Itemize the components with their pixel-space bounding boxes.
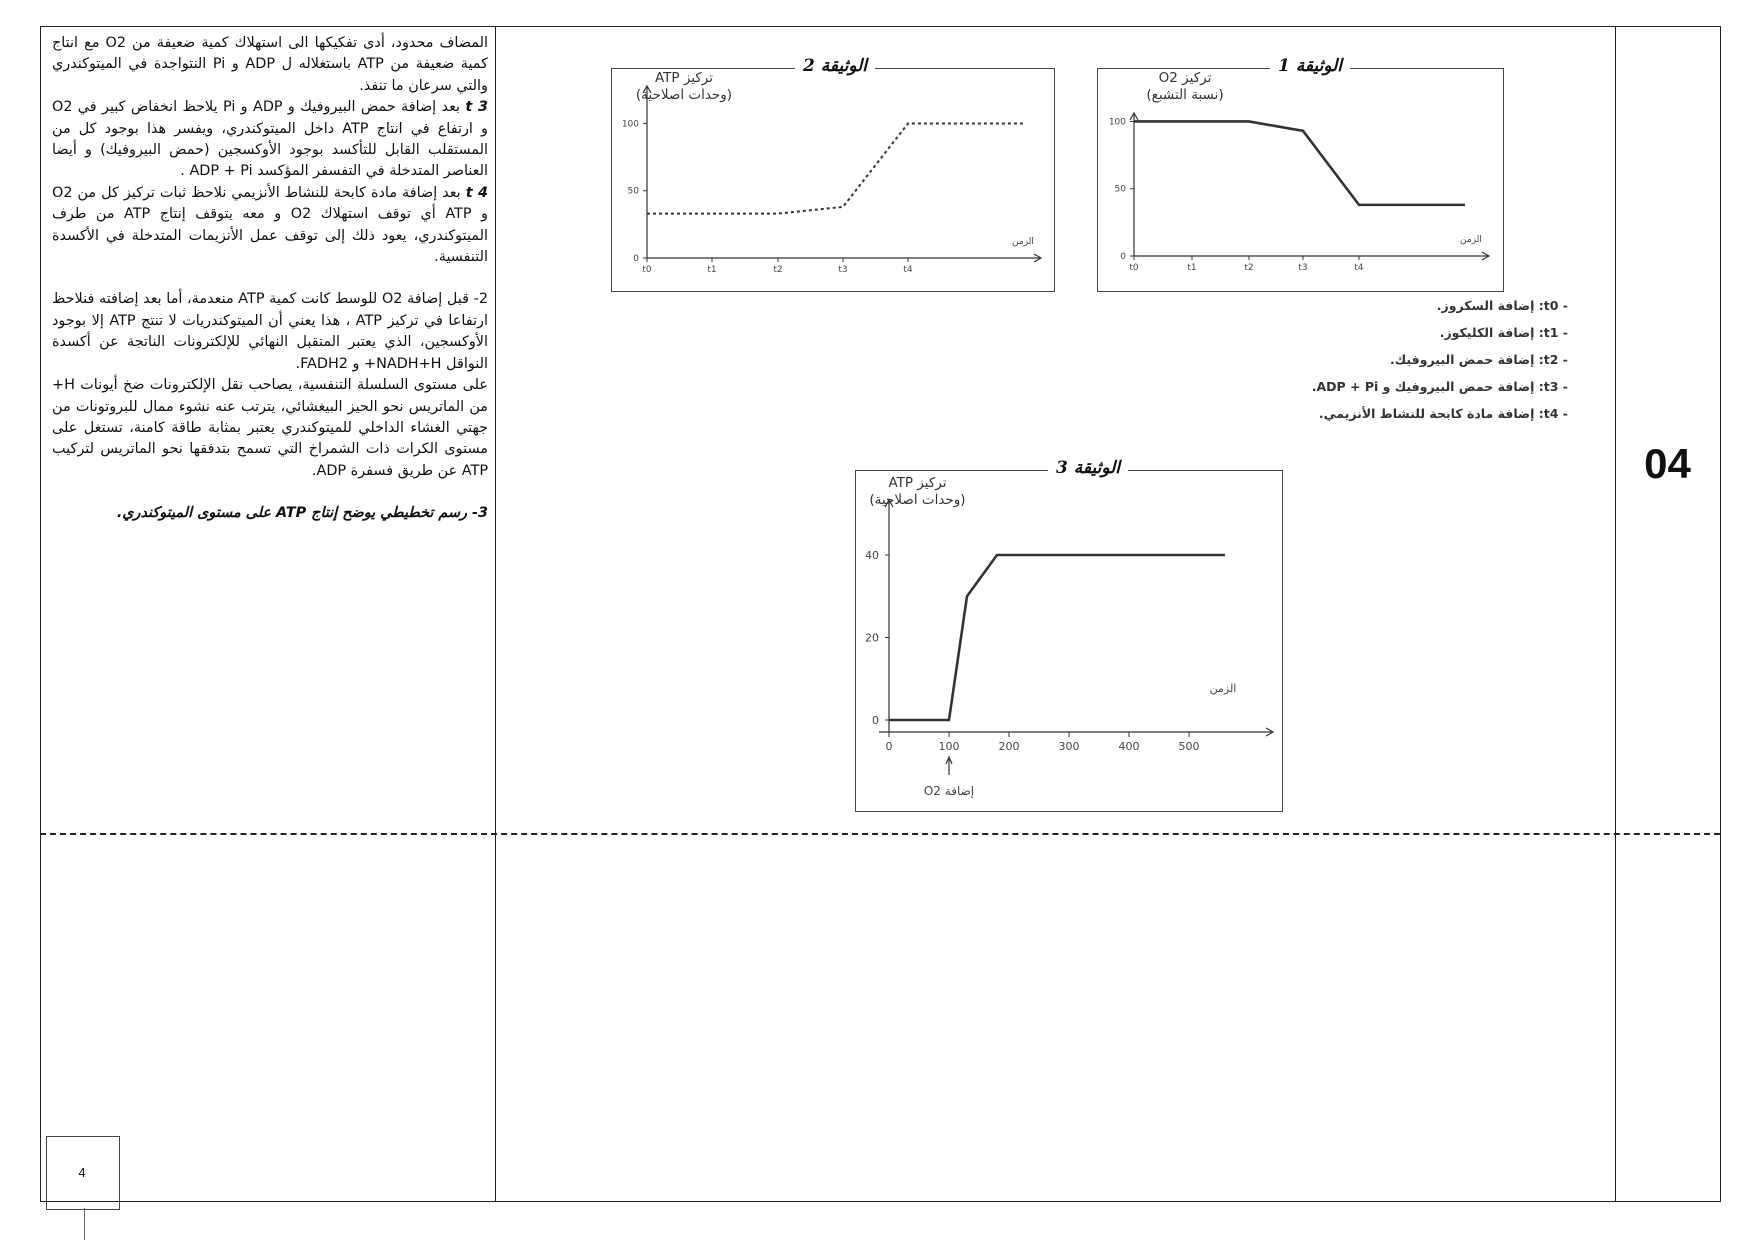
spacer	[52, 268, 488, 289]
doc2-x-tick-label-t0: t0	[642, 265, 652, 275]
answer-question-2b: على مستوى السلسلة التنفسية، يصاحب نقل الإلكترونات ضخ أيونات H+ من الماتريس نحو الحيز البيغشائي، يترتب عنه نشوء ممال للبروتونات من جهتي الغشاء الداخلي للميتوكندري يعتبر بمثابة طاقة كامنة، تستغل على مستوى الكرات ذات الشمراخ التي تسمح بتدفقها نحو الماتريس لتركيب ATP عن طريق فسفرة ADP.	[52, 377, 488, 479]
doc3-o2-label: إضافة O2	[923, 784, 975, 798]
doc3-x-tick-label-100: 100	[938, 740, 960, 753]
doc2-ylabel-line2: (وحدات اصلاحية)	[635, 87, 733, 103]
page-number-stem	[84, 1208, 85, 1240]
doc2-x-tick-label-t3: t3	[838, 265, 848, 275]
doc1-ylabel-line1: تركيز O2	[1158, 70, 1212, 86]
legend-item-t0: - t0: إضافة السكروز.	[1436, 298, 1568, 313]
doc3-series-line	[889, 555, 1225, 720]
doc1-title: الوثيقة 1	[1270, 56, 1350, 76]
doc3-x-label: الزمن	[1209, 682, 1237, 695]
doc3-y-tick-label: 0	[872, 714, 879, 727]
doc3-x-tick-label-400: 400	[1118, 740, 1140, 753]
doc2-chart	[611, 68, 1053, 290]
doc2-x-tick-label-t1: t1	[707, 265, 717, 275]
answer-question-3: 3- رسم تخطيطي يوضح إنتاج ATP على مستوى الميتوكندري.	[116, 505, 488, 522]
answer-question-2: 2- قبل إضافة O2 للوسط كانت كمية ATP منعدمة، أما بعد إضافته فنلاحظ ارتفاعا في تركيز ATP ، هذا يعني أن الميتوكندريات لا تنتج ATP إلا بوجود الأوكسجين، الذي يعتبر المتقبل النهائي للإلكترونات الناتجة عن أكسدة النواقل NADH+H+ و FADH2.	[52, 291, 489, 372]
doc3-x-tick-label-0: 0	[885, 740, 893, 753]
doc3-x-tick-label-500: 500	[1178, 740, 1200, 753]
column-divider-1	[495, 26, 496, 1202]
table-right-border	[1720, 26, 1721, 1202]
doc1-y-tick-label: 50	[1114, 184, 1126, 195]
answer-paragraph-1: المضاف محدود، أدى تفكيكها الى استهلاك كمية ضعيفة من O2 مع انتاج كمية ضعيفة من ATP باستغلاله ل ADP و Pi النتواجدة في الميتوكندري والتي سرعان ما تنفذ.	[52, 35, 488, 94]
doc1-x-tick-label-t1: t1	[1187, 263, 1197, 273]
column-divider-2	[1615, 26, 1616, 1202]
doc1-ylabel-line2: (نسبة التشبع)	[1146, 87, 1224, 103]
question-number: 04	[1644, 440, 1691, 487]
answer-t4	[52, 183, 488, 269]
legend-item-t2: - t2: إضافة حمض البيروفيك.	[1390, 352, 1568, 367]
row-separator-dashed	[40, 833, 1720, 835]
doc1-chart	[1097, 68, 1502, 290]
t3-text: بعد إضافة حمض البيروفيك و ADP و Pi يلاحظ انخفاض كبير في O2 و ارتفاع في انتاج ATP داخل الميتوكندري، ويفسر هذا بوجود كل من المستقلب القابل للتأكسد بوجود الأوكسجين (حمض البيروفيك) و أيضا العناصر المتدخلة في التفسفر المؤكسد ADP + Pi .	[52, 99, 488, 180]
doc1-y-tick-label: 0	[1120, 252, 1126, 262]
doc3-x-tick-label-300: 300	[1058, 740, 1080, 753]
doc3-y-tick-label: 40	[865, 549, 879, 562]
doc3-y-tick-label: 20	[865, 631, 879, 645]
doc2-x-tick-label-t4: t4	[903, 265, 913, 275]
doc2-title: الوثيقة 2	[795, 56, 875, 76]
spacer	[52, 482, 488, 503]
t3-label: t 3	[465, 99, 488, 116]
legend-item-t1: - t1: إضافة الكليكوز.	[1439, 325, 1568, 340]
answer-t3	[52, 97, 488, 183]
table-bottom-border	[40, 1201, 1720, 1202]
doc3-x-tick-label-200: 200	[998, 740, 1020, 753]
doc1-series-line	[1134, 121, 1465, 204]
answer-text	[52, 33, 488, 525]
legend	[1100, 298, 1568, 448]
doc2-y-tick-label: 0	[633, 254, 639, 264]
doc2-x-tick-label-t2: t2	[773, 265, 783, 275]
doc1-x-label: الزمن	[1460, 235, 1482, 245]
doc1-x-tick-label-t3: t3	[1298, 263, 1308, 273]
doc3-ylabel-line2: (وحدات اصلاحية)	[869, 492, 966, 508]
doc2-y-tick-label: 100	[621, 119, 639, 130]
doc3-ylabel-line1: تركيز ATP	[888, 475, 947, 491]
doc1-x-tick-label-t4: t4	[1354, 263, 1364, 273]
page-number: 4	[78, 1165, 86, 1180]
table-top-border	[40, 26, 1720, 27]
doc1-x-tick-label-t2: t2	[1244, 263, 1254, 273]
t4-text: بعد إضافة مادة كابحة للنشاط الأنزيمي نلاحظ ثبات تركيز كل من O2 و ATP أي توقف استهلاك O2 و معه يتوقف إنتاج ATP من طرف الميتوكندري، يعود ذلك إلى توقف عمل الأنزيمات المتدخلة في الأكسدة التنفسية.	[52, 184, 488, 266]
legend-item-t3: - t3: إضافة حمض البيروفيك و ADP + Pi.	[1311, 379, 1568, 394]
doc1-x-tick-label-t0: t0	[1129, 263, 1139, 273]
table-left-border	[40, 26, 41, 1202]
t4-label: t 4	[465, 184, 488, 201]
doc2-x-label: الزمن	[1012, 237, 1034, 247]
doc1-y-tick-label: 100	[1108, 117, 1126, 128]
doc2-y-tick-label: 50	[627, 186, 639, 197]
doc3-title: الوثيقة 3	[1048, 458, 1128, 478]
legend-item-t4: - t4: إضافة مادة كابحة للنشاط الأنزيمي.	[1318, 406, 1568, 421]
doc2-ylabel-line1: تركيز ATP	[654, 70, 714, 86]
doc3-chart	[855, 470, 1281, 810]
doc2-series-line	[647, 123, 1023, 213]
